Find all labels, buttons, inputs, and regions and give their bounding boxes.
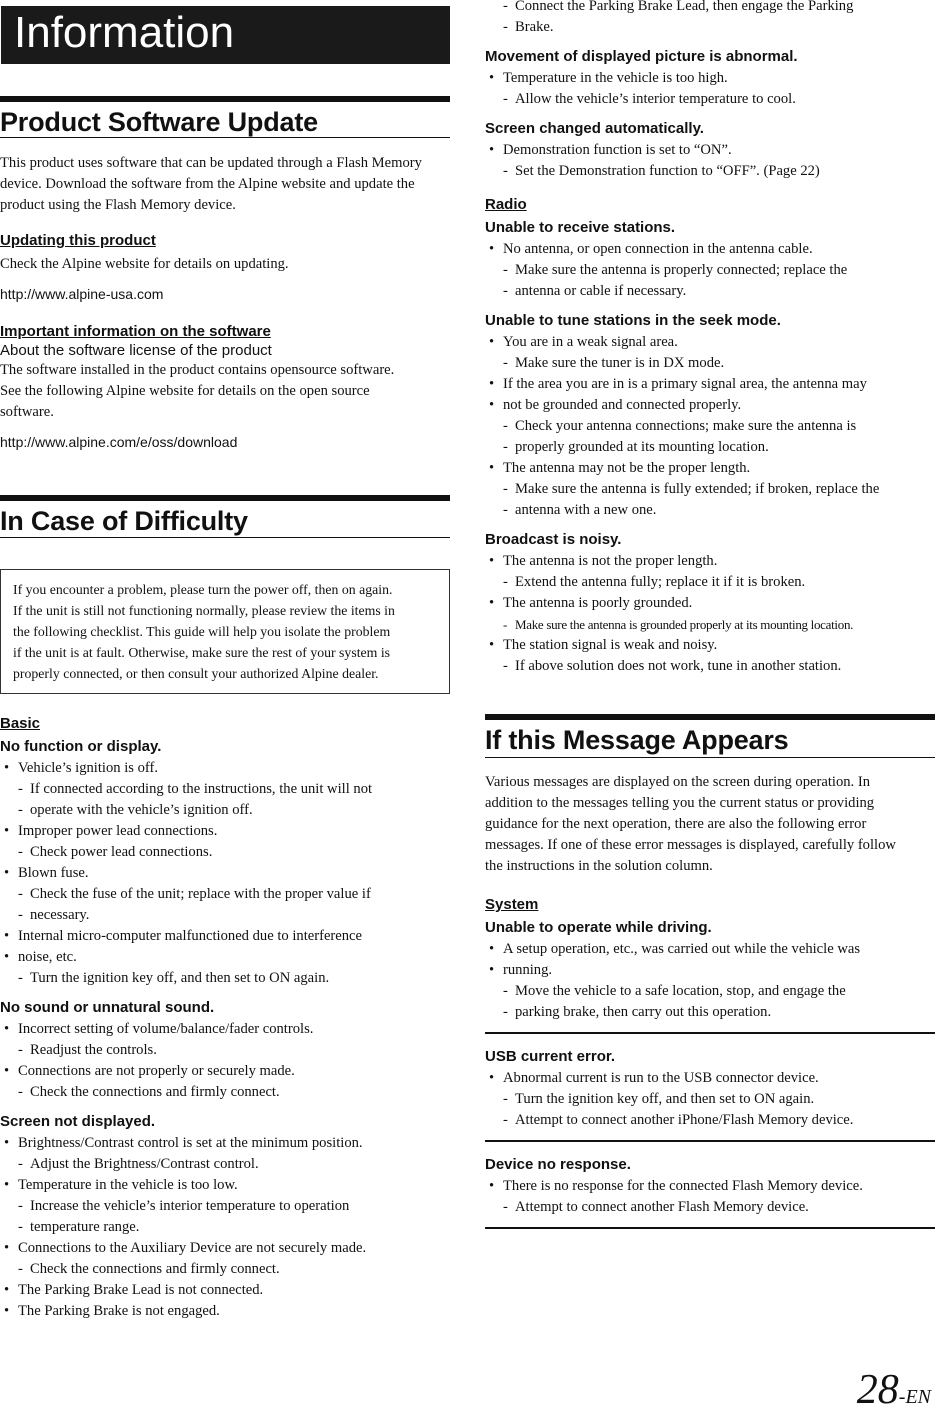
bullet-item: • No antenna, or open connection in the antenna cable.: [485, 239, 935, 260]
system-heading: System: [485, 896, 539, 913]
solution-item: - Adjust the Brightness/Contrast control.: [0, 1154, 450, 1175]
radio-heading: Radio: [485, 196, 527, 213]
updating-heading: Updating this product: [0, 232, 156, 249]
message-intro-line: the instructions in the solution column.: [485, 858, 713, 874]
page-title: Information: [1, 6, 450, 64]
no-response-section: [485, 1155, 935, 1218]
solution-item: - Brake.: [485, 17, 935, 38]
solution-item: - Check power lead connections.: [0, 842, 450, 863]
divider: [485, 1140, 935, 1142]
important-heading: Important information on the software: [0, 323, 271, 340]
bullet-item: • Demonstration function is set to “ON”.: [485, 140, 935, 161]
solution-item: - Make sure the antenna is fully extended; if broken, replace the: [485, 479, 935, 500]
license-subheading: About the software license of the product: [0, 342, 272, 359]
continued-list: [485, 0, 935, 38]
message-intro: [485, 772, 935, 877]
solution-item: - Increase the vehicle’s interior temperature to operation: [0, 1196, 450, 1217]
bullet-item: • The antenna may not be the proper length.: [485, 458, 935, 479]
solution-item: - antenna with a new one.: [485, 500, 935, 521]
no-sound-list: [0, 1019, 450, 1103]
bullet-item: • not be grounded and connected properly.: [485, 395, 935, 416]
solution-item: - Move the vehicle to a safe location, stop, and engage the: [485, 981, 935, 1002]
solution-item: - Readjust the controls.: [0, 1040, 450, 1061]
license-line: See the following Alpine website for details on the open source: [0, 383, 370, 399]
notice-line: If you encounter a problem, please turn the power off, then on again.: [13, 582, 393, 597]
no-function-list: [0, 758, 450, 989]
intro-line: device. Download the software from the Alpine website and update the: [0, 176, 415, 192]
noisy-heading: Broadcast is noisy.: [485, 531, 622, 548]
solution-item: - operate with the vehicle’s ignition off.: [0, 800, 450, 821]
difficulty-notice-box: [0, 569, 450, 694]
alpine-oss-link[interactable]: http://www.alpine.com/e/oss/download: [0, 434, 238, 450]
page-number-suffix: -EN: [898, 1386, 931, 1408]
bullet-item: • Blown fuse.: [0, 863, 450, 884]
notice-line: If the unit is still not functioning normally, please review the items in: [13, 603, 395, 618]
solution-item: - Make sure the antenna is grounded properly at its mounting location.: [485, 614, 935, 635]
message-intro-line: Various messages are displayed on the screen during operation. In: [485, 774, 870, 790]
solution-item: - necessary.: [0, 905, 450, 926]
bullet-item: • Internal micro-computer malfunctioned due to interference: [0, 926, 450, 947]
bullet-item: • noise, etc.: [0, 947, 450, 968]
unable-tune-heading: Unable to tune stations in the seek mode.: [485, 312, 781, 329]
license-line: software.: [0, 404, 54, 420]
bullet-item: • Incorrect setting of volume/balance/fader controls.: [0, 1019, 450, 1040]
notice-line: properly connected, or then consult your authorized Alpine dealer.: [13, 666, 379, 681]
solution-item: - Allow the vehicle’s interior temperature to cool.: [485, 89, 935, 110]
bullet-item: • The antenna is poorly grounded.: [485, 593, 935, 614]
bullet-item: • Vehicle’s ignition is off.: [0, 758, 450, 779]
usb-section: [485, 1047, 935, 1131]
no-sound-heading: No sound or unnatural sound.: [0, 999, 215, 1016]
movement-heading: Movement of displayed picture is abnormal.: [485, 48, 798, 65]
solution-item: - Check your antenna connections; make sure the antenna is: [485, 416, 935, 437]
solution-item: - properly grounded at its mounting location.: [485, 437, 935, 458]
movement-list: [485, 68, 935, 110]
usb-heading: USB current error.: [485, 1048, 616, 1065]
noisy-list: [485, 551, 935, 677]
bullet-item: • Brightness/Contrast control is set at the minimum position.: [0, 1133, 450, 1154]
solution-item: - Check the connections and firmly connect.: [0, 1082, 450, 1103]
updating-text: Check the Alpine website for details on updating.: [0, 256, 289, 272]
section-title-difficulty: In Case of Difficulty: [0, 495, 450, 538]
section-title-software-update: Product Software Update: [0, 96, 450, 138]
driving-heading: Unable to operate while driving.: [485, 919, 712, 936]
bullet-item: • Temperature in the vehicle is too low.: [0, 1175, 450, 1196]
usb-list: [485, 1068, 935, 1131]
screen-not-heading: Screen not displayed.: [0, 1113, 156, 1130]
right-top-block: [485, 0, 935, 677]
basic-heading: Basic: [0, 715, 41, 732]
solution-item: - Turn the ignition key off, and then set to ON again.: [0, 968, 450, 989]
bullet-item: • Improper power lead connections.: [0, 821, 450, 842]
screen-not-list: [0, 1133, 450, 1322]
alpine-usa-link[interactable]: http://www.alpine-usa.com: [0, 286, 164, 302]
system-section: [485, 895, 935, 1023]
solution-item: - Extend the antenna fully; replace it if it is broken.: [485, 572, 935, 593]
solution-item: - Check the fuse of the unit; replace with the proper value if: [0, 884, 450, 905]
solution-item: - Turn the ignition key off, and then set to ON again.: [485, 1089, 935, 1110]
bullet-item: • There is no response for the connected Flash Memory device.: [485, 1176, 935, 1197]
unable-receive-heading: Unable to receive stations.: [485, 219, 676, 236]
bullet-item: • You are in a weak signal area.: [485, 332, 935, 353]
message-intro-line: addition to the messages telling you the current status or providing: [485, 795, 875, 811]
bullet-item: • The Parking Brake Lead is not connected.: [0, 1280, 450, 1301]
license-line: The software installed in the product contains opensource software.: [0, 362, 395, 378]
bullet-item: • The Parking Brake is not engaged.: [0, 1301, 450, 1322]
notice-line: the following checklist. This guide will help you isolate the problem: [13, 624, 391, 639]
bullet-item: • Connections to the Auxiliary Device are not securely made.: [0, 1238, 450, 1259]
page-number-value: 28: [856, 1367, 899, 1413]
solution-item: - Attempt to connect another iPhone/Flash Memory device.: [485, 1110, 935, 1131]
screen-changed-list: [485, 140, 935, 182]
notice-line: if the unit is at fault. Otherwise, make sure the rest of your system is: [13, 645, 391, 660]
solution-item: - Set the Demonstration function to “OFF”. (Page 22): [485, 161, 935, 182]
bullet-item: • Temperature in the vehicle is too high.: [485, 68, 935, 89]
no-response-heading: Device no response.: [485, 1156, 631, 1173]
no-function-heading: No function or display.: [0, 738, 162, 755]
solution-item: - Make sure the antenna is properly connected; replace the: [485, 260, 935, 281]
no-response-list: [485, 1176, 935, 1218]
driving-list: [485, 939, 935, 1023]
solution-item: - Connect the Parking Brake Lead, then engage the Parking: [485, 0, 935, 17]
software-update-body: [0, 153, 450, 452]
section-title-message: If this Message Appears: [485, 714, 935, 758]
divider: [485, 1032, 935, 1034]
divider: [485, 1227, 935, 1229]
solution-item: - Make sure the tuner is in DX mode.: [485, 353, 935, 374]
solution-item: - If above solution does not work, tune in another station.: [485, 656, 935, 677]
bullet-item: • Connections are not properly or securely made.: [0, 1061, 450, 1082]
basic-section: [0, 714, 450, 1322]
solution-item: - If connected according to the instructions, the unit will not: [0, 779, 450, 800]
bullet-item: • If the area you are in is a primary signal area, the antenna may: [485, 374, 935, 395]
solution-item: - temperature range.: [0, 1217, 450, 1238]
bullet-item: • Abnormal current is run to the USB connector device.: [485, 1068, 935, 1089]
intro-line: product using the Flash Memory device.: [0, 197, 236, 213]
bullet-item: • A setup operation, etc., was carried out while the vehicle was: [485, 939, 935, 960]
bullet-item: • running.: [485, 960, 935, 981]
bullet-item: • The antenna is not the proper length.: [485, 551, 935, 572]
message-intro-line: messages. If one of these error messages is displayed, carefully follow: [485, 837, 896, 853]
unable-tune-list: [485, 332, 935, 521]
page-number: [857, 1366, 931, 1414]
screen-changed-heading: Screen changed automatically.: [485, 120, 704, 137]
solution-item: - antenna or cable if necessary.: [485, 281, 935, 302]
message-intro-line: guidance for the next operation, there are also the following error: [485, 816, 867, 832]
solution-item: - parking brake, then carry out this operation.: [485, 1002, 935, 1023]
bullet-item: • The station signal is weak and noisy.: [485, 635, 935, 656]
solution-item: - Attempt to connect another Flash Memory device.: [485, 1197, 935, 1218]
intro-line: This product uses software that can be updated through a Flash Memory: [0, 155, 422, 171]
unable-receive-list: [485, 239, 935, 302]
solution-item: - Check the connections and firmly connect.: [0, 1259, 450, 1280]
